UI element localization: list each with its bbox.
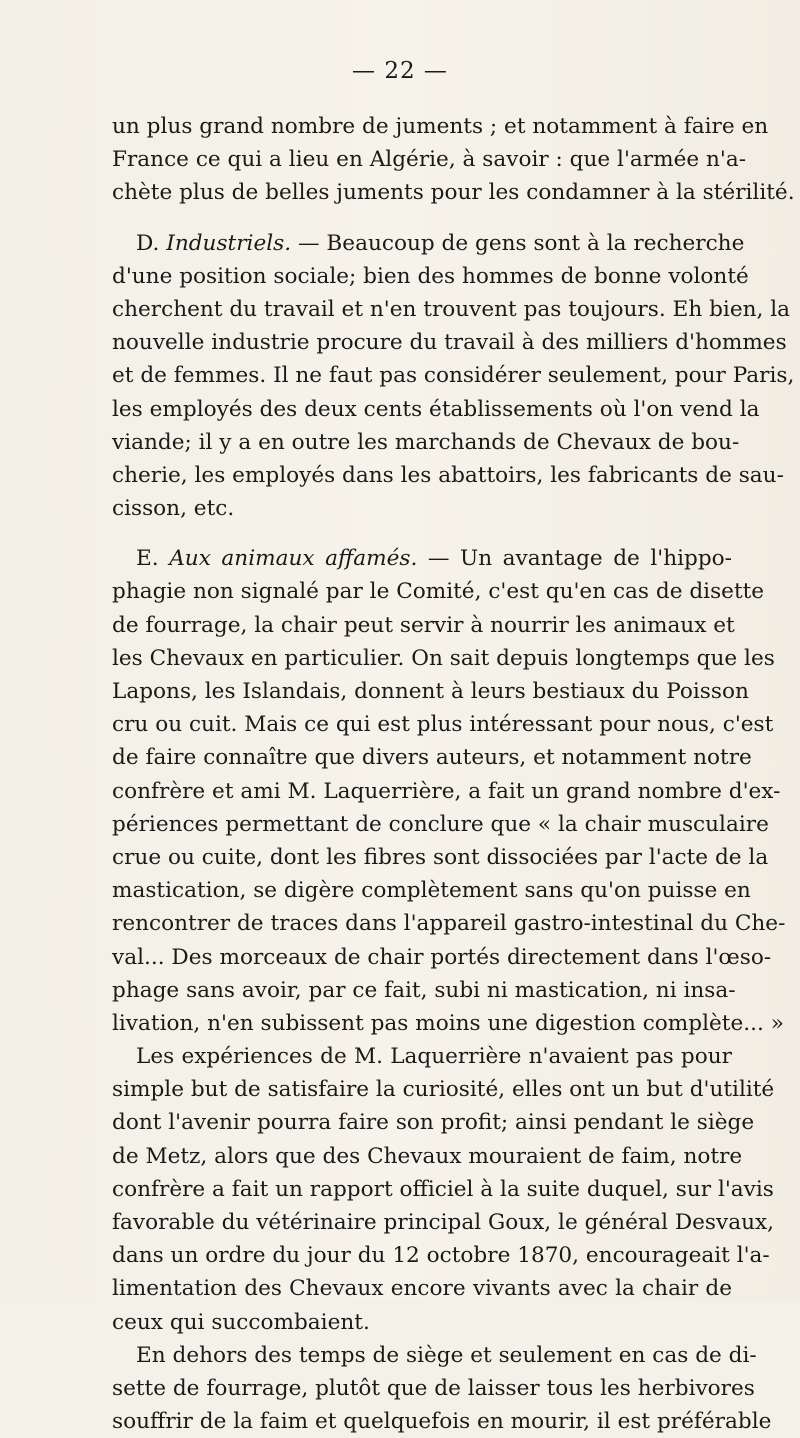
text-line: cherchent du travail et n'en trouvent pas toujours. Eh bien, la [112,296,791,322]
text-line: chète plus de belles juments pour les condamner à la stérilité. [112,180,795,206]
text-line: limentation des Chevaux encore vivants avec la chair de [112,1276,732,1302]
text-line: cru ou cuit. Mais ce qui est plus intéressant pour nous, c'est [112,712,774,738]
text-line: dont l'avenir pourra faire son profit; ainsi pendant le siège [112,1110,755,1136]
text-line: val... Des morceaux de chair portés directement dans l'œso- [112,944,772,970]
section-title: Aux animaux affamés. [169,546,418,572]
section-heading-line [112,542,732,575]
text-line: phagie non signalé par le Comité, c'est qu'en cas de disette [112,579,765,605]
text-line: viande; il y a en outre les marchands de Chevaux de bou- [112,429,740,455]
text-line: livation, n'en subissent pas moins une digestion complète... » [112,1010,784,1036]
paragraph-experiences [112,1040,775,1339]
text-line: nouvelle industrie procure du travail à des milliers d'hommes [112,330,787,356]
paragraph-industriels [112,227,795,526]
text-line: crue ou cuite, dont les fibres sont dissociées par l'acte de la [112,844,769,870]
section-heading-line [112,227,745,260]
text-line: les Chevaux en particulier. On sait depuis longtemps que les [112,645,775,671]
text-line: En dehors des temps de siège et seulement en cas de di- [136,1342,757,1368]
page-number: — 22 — [352,58,448,84]
heading-line-text: — Beaucoup de gens sont à la recherche [297,230,745,256]
text-line: cisson, etc. [112,496,235,522]
text-line: et de femmes. Il ne faut pas considérer seulement, pour Paris, [112,363,795,389]
text-line: ceux qui succombaient. [112,1309,370,1335]
text-line: périences permettant de conclure que « la chair musculaire [112,811,769,837]
text-line: France ce qui a lieu en Algérie, à savoir : que l'armée n'a- [112,147,747,173]
text-line: rencontrer de traces dans l'appareil gastro-intestinal du Che- [112,911,786,937]
text-line: souffrir de la faim et quelquefois en mourir, il est préférable [112,1409,772,1435]
text-line: Les expériences de M. Laquerrière n'avaient pas pour [136,1044,732,1070]
text-line: d'une position sociale; bien des hommes de bonne volonté [112,263,749,289]
text-line: simple but de satisfaire la curiosité, elles ont un but d'utilité [112,1077,775,1103]
text-line: Lapons, les Islandais, donnent à leurs bestiaux du Poisson [112,679,749,704]
text-line: cherie, les employés dans les abattoirs, les fabricants de sau- [112,462,784,488]
paragraph-continuation [112,110,795,210]
text-line: un plus grand nombre de juments ; et notamment à faire en [112,114,769,139]
text-line: mastication, se digère complètement sans qu'on puisse en [112,878,751,904]
text-line: confrère et ami M. Laquerrière, a fait un grand nombre d'ex- [112,778,781,804]
text-line: favorable du vétérinaire principal Goux, le général Desvaux, [112,1210,775,1235]
text-line: de faire connaître que divers auteurs, et notamment notre [112,745,752,771]
section-letter: E. [136,546,159,572]
text-line: sette de fourrage, plutôt que de laisser tous les herbivores [112,1375,755,1401]
text-line: confrère a fait un rapport officiel à la suite duquel, sur l'avis [112,1176,774,1202]
paragraph-animaux-affames [112,542,786,1040]
body-text [112,110,795,1438]
text-line: les employés des deux cents établissements où l'on vend la [112,396,760,422]
text-line: dans un ordre du jour du 12 octobre 1870, encourageait l'a- [112,1243,770,1269]
text-line: de fourrage, la chair peut servir à nourrir les animaux et [112,612,735,638]
section-letter: D. [136,230,160,256]
section-title: Industriels. [166,230,292,256]
paragraph-en-dehors [112,1339,772,1438]
text-line: phage sans avoir, par ce fait, subi ni mastication, ni insa- [112,977,736,1003]
text-line: de Metz, alors que des Chevaux mouraient de faim, notre [112,1143,743,1169]
heading-line-text: — Un avantage de l'hippo- [427,546,732,572]
